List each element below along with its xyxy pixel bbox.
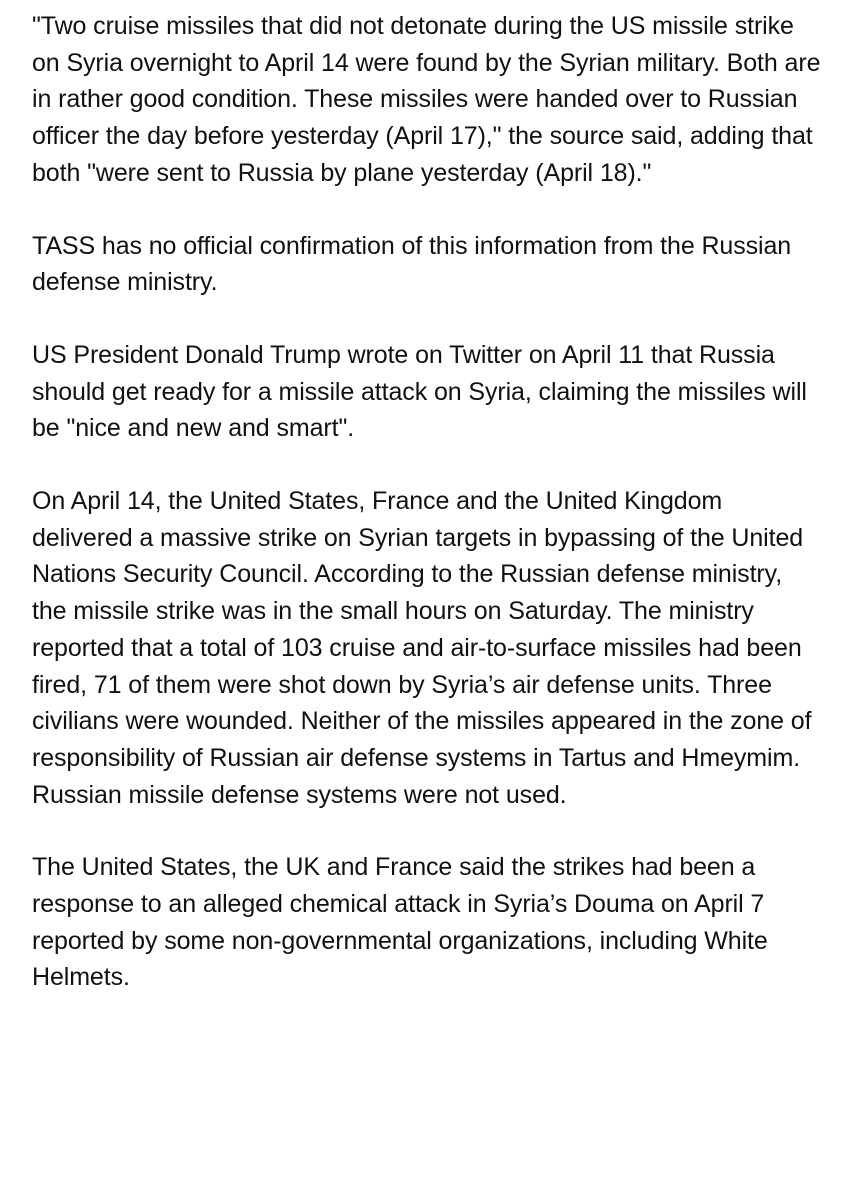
article-paragraph-4: On April 14, the United States, France and the United Kingdom delivered a massive strike on Syrian targets in bypassing of the United Nations Security Council. According to the Russian defense ministry, the missile strike was in the small hours on Saturday. The ministry reported that a total of 103 cruise and air-to-surface missiles had been fired, 71 of them were shot down by Syria’s air defense units. Three civilians were wounded. Neither of the missiles appeared in the zone of responsibility of Russian air defense systems in Tartus and Hmeymim. Russian missile defense systems were not used.	[32, 487, 812, 809]
article-body	[32, 8, 822, 1032]
article-paragraph-2: TASS has no official confirmation of this information from the Russian defense ministry.	[32, 231, 792, 297]
article-paragraph-1: "Two cruise missiles that did not detonate during the US missile strike on Syria overnight to April 14 were found by the Syrian military. Both are in rather good condition. These missiles were handed over to Russian officer the day before yesterday (April 17)," the source said, adding that both "were sent to Russia by plane yesterday (April 18)."	[32, 12, 821, 187]
article-paragraph-3: US President Donald Trump wrote on Twitter on April 11 that Russia should get ready for a missile attack on Syria, claiming the missiles will be "nice and new and smart".	[32, 340, 807, 443]
article-paragraph-5: The United States, the UK and France said the strikes had been a response to an alleged chemical attack in Syria’s Douma on April 7 reported by some non-governmental organizations, including White Helmets.	[32, 853, 768, 992]
